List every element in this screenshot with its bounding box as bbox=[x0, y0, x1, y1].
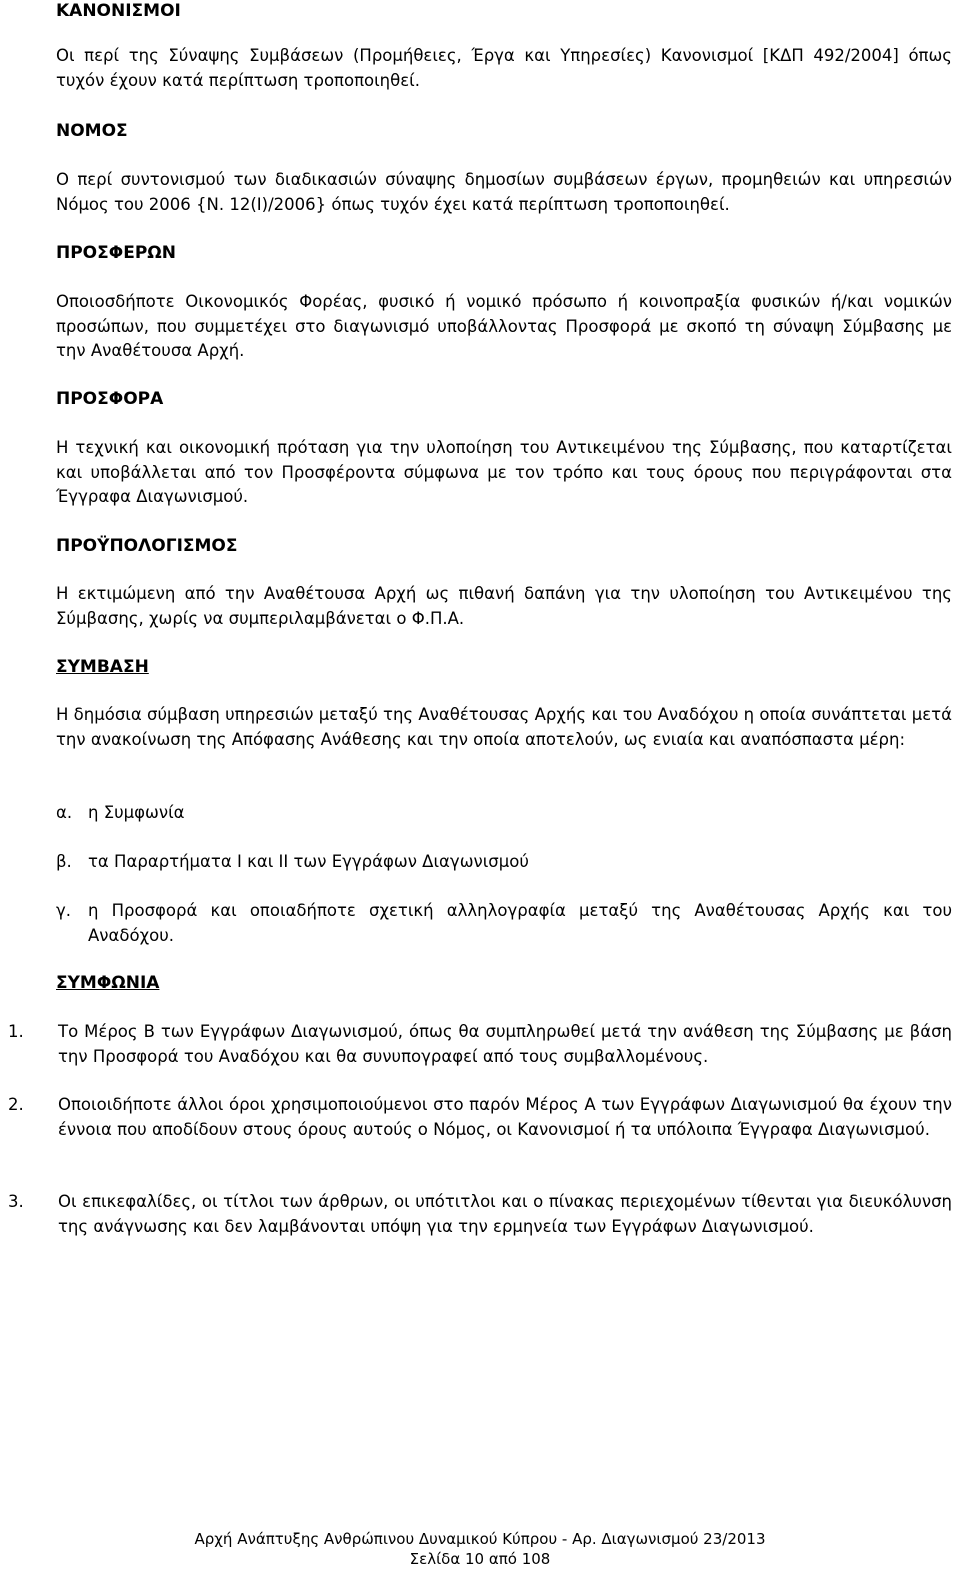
numbered-item-label: 3. bbox=[8, 1192, 24, 1211]
paragraph-nomos: Ο περί συντονισμού των διαδικασιών σύναψης δημοσίων συμβάσεων έργων, προμηθειών και υπηρεσιών Νόμος του 2006 {Ν. 12(Ι)/2006} όπως τυχόν έχει κατά περίπτωση τροποποιηθεί. bbox=[56, 170, 952, 214]
list-item-text: τα Παραρτήματα Ι και ΙΙ των Εγγράφων Διαγωνισμού bbox=[88, 852, 529, 871]
heading-kanonismoi: ΚΑΝΟΝΙΣΜΟΙ bbox=[56, 1, 181, 21]
heading-prosfora: ΠΡΟΣΦΟΡΑ bbox=[56, 389, 164, 409]
list-item-label: γ. bbox=[56, 901, 72, 920]
paragraph-symvasi: Η δημόσια σύμβαση υπηρεσιών μεταξύ της Αναθέτουσας Αρχής και του Αναδόχου η οποία συνάπτεται μετά την ανακοίνωση της Απόφασης Ανάθεσης και την οποία αποτελούν, ως ενιαία και αναπόσπαστα μέρη: bbox=[56, 705, 952, 749]
numbered-item-label: 2. bbox=[8, 1095, 24, 1114]
heading-proypologismos: ΠΡΟΫΠΟΛΟΓΙΣΜΟΣ bbox=[56, 536, 238, 556]
paragraph-kanonismoi: Οι περί της Σύναψης Συμβάσεων (Προμήθειες, Έργα και Υπηρεσίες) Κανονισμοί [ΚΔΠ 492/2004] όπως τυχόν έχουν κατά περίπτωση τροποποιηθεί. bbox=[56, 46, 952, 90]
list-item-a bbox=[56, 801, 952, 826]
list-item-label: α. bbox=[56, 803, 73, 822]
list-item-label: β. bbox=[56, 852, 72, 871]
footer-page-number: Σελίδα 10 από 108 bbox=[409, 1550, 551, 1568]
numbered-item-1 bbox=[8, 1020, 952, 1069]
list-item-text: η Συμφωνία bbox=[88, 803, 185, 822]
heading-nomos: ΝΟΜΟΣ bbox=[56, 121, 128, 141]
paragraph-proypologismos: Η εκτιμώμενη από την Αναθέτουσα Αρχή ως πιθανή δαπάνη για την υλοποίηση του Αντικειμένου της Σύμβασης, χωρίς να συμπεριλαμβάνεται ο Φ.Π.Α. bbox=[56, 584, 952, 628]
paragraph-prosferon: Οποιοσδήποτε Οικονομικός Φορέας, φυσικό ή νομικό πρόσωπο ή κοινοπραξία φυσικών ή/και νομικών προσώπων, που συμμετέχει στο διαγωνισμό υποβάλλοντας Προσφορά με σκοπό τη σύναψη Σύμβασης με την Αναθέτουσα Αρχή. bbox=[56, 292, 952, 360]
heading-symfonia: ΣΥΜΦΩΝΙΑ bbox=[56, 973, 160, 993]
numbered-item-2 bbox=[8, 1093, 952, 1142]
numbered-item-text: Οι επικεφαλίδες, οι τίτλοι των άρθρων, οι υπότιτλοι και ο πίνακας περιεχομένων τίθενται για διευκόλυνση της ανάγνωσης και δεν λαμβάνονται υπόψη για την ερμηνεία των Εγγράφων Διαγωνισμού. bbox=[58, 1192, 952, 1236]
numbered-item-text: Οποιοιδήποτε άλλοι όροι χρησιμοποιούμενοι στο παρόν Μέρος Α των Εγγράφων Διαγωνισμού θα έχουν την έννοια που αποδίδουν στους όρους αυτούς ο Νόμος, οι Κανονισμοί ή τα υπόλοιπα Έγγραφα Διαγωνισμού. bbox=[58, 1095, 952, 1139]
numbered-item-text: Το Μέρος Β των Εγγράφων Διαγωνισμού, όπως θα συμπληρωθεί μετά την ανάθεση της Σύμβασης με βάση την Προσφορά του Αναδόχου και θα συνυπογραφεί από τους συμβαλλομένους. bbox=[58, 1022, 952, 1066]
paragraph-prosfora: Η τεχνική και οικονομική πρόταση για την υλοποίηση του Αντικειμένου της Σύμβασης, που καταρτίζεται και υποβάλλεται από τον Προσφέροντα σύμφωνα με τον τρόπο και τους όρους που περιγράφονται στα Έγγραφα Διαγωνισμού. bbox=[56, 438, 952, 506]
heading-prosferon: ΠΡΟΣΦΕΡΩΝ bbox=[56, 243, 176, 263]
footer-organization: Αρχή Ανάπτυξης Ανθρώπινου Δυναμικού Κύπρου - Αρ. Διαγωνισμού 23/2013 bbox=[194, 1530, 766, 1548]
numbered-item-3 bbox=[8, 1190, 952, 1239]
list-item-b bbox=[56, 850, 952, 875]
list-item-text: η Προσφορά και οποιαδήποτε σχετική αλληλογραφία μεταξύ της Αναθέτουσας Αρχής και του Αναδόχου. bbox=[88, 901, 952, 945]
heading-symvasi: ΣΥΜΒΑΣΗ bbox=[56, 657, 149, 677]
list-item-c bbox=[56, 899, 952, 948]
numbered-item-label: 1. bbox=[8, 1022, 24, 1041]
